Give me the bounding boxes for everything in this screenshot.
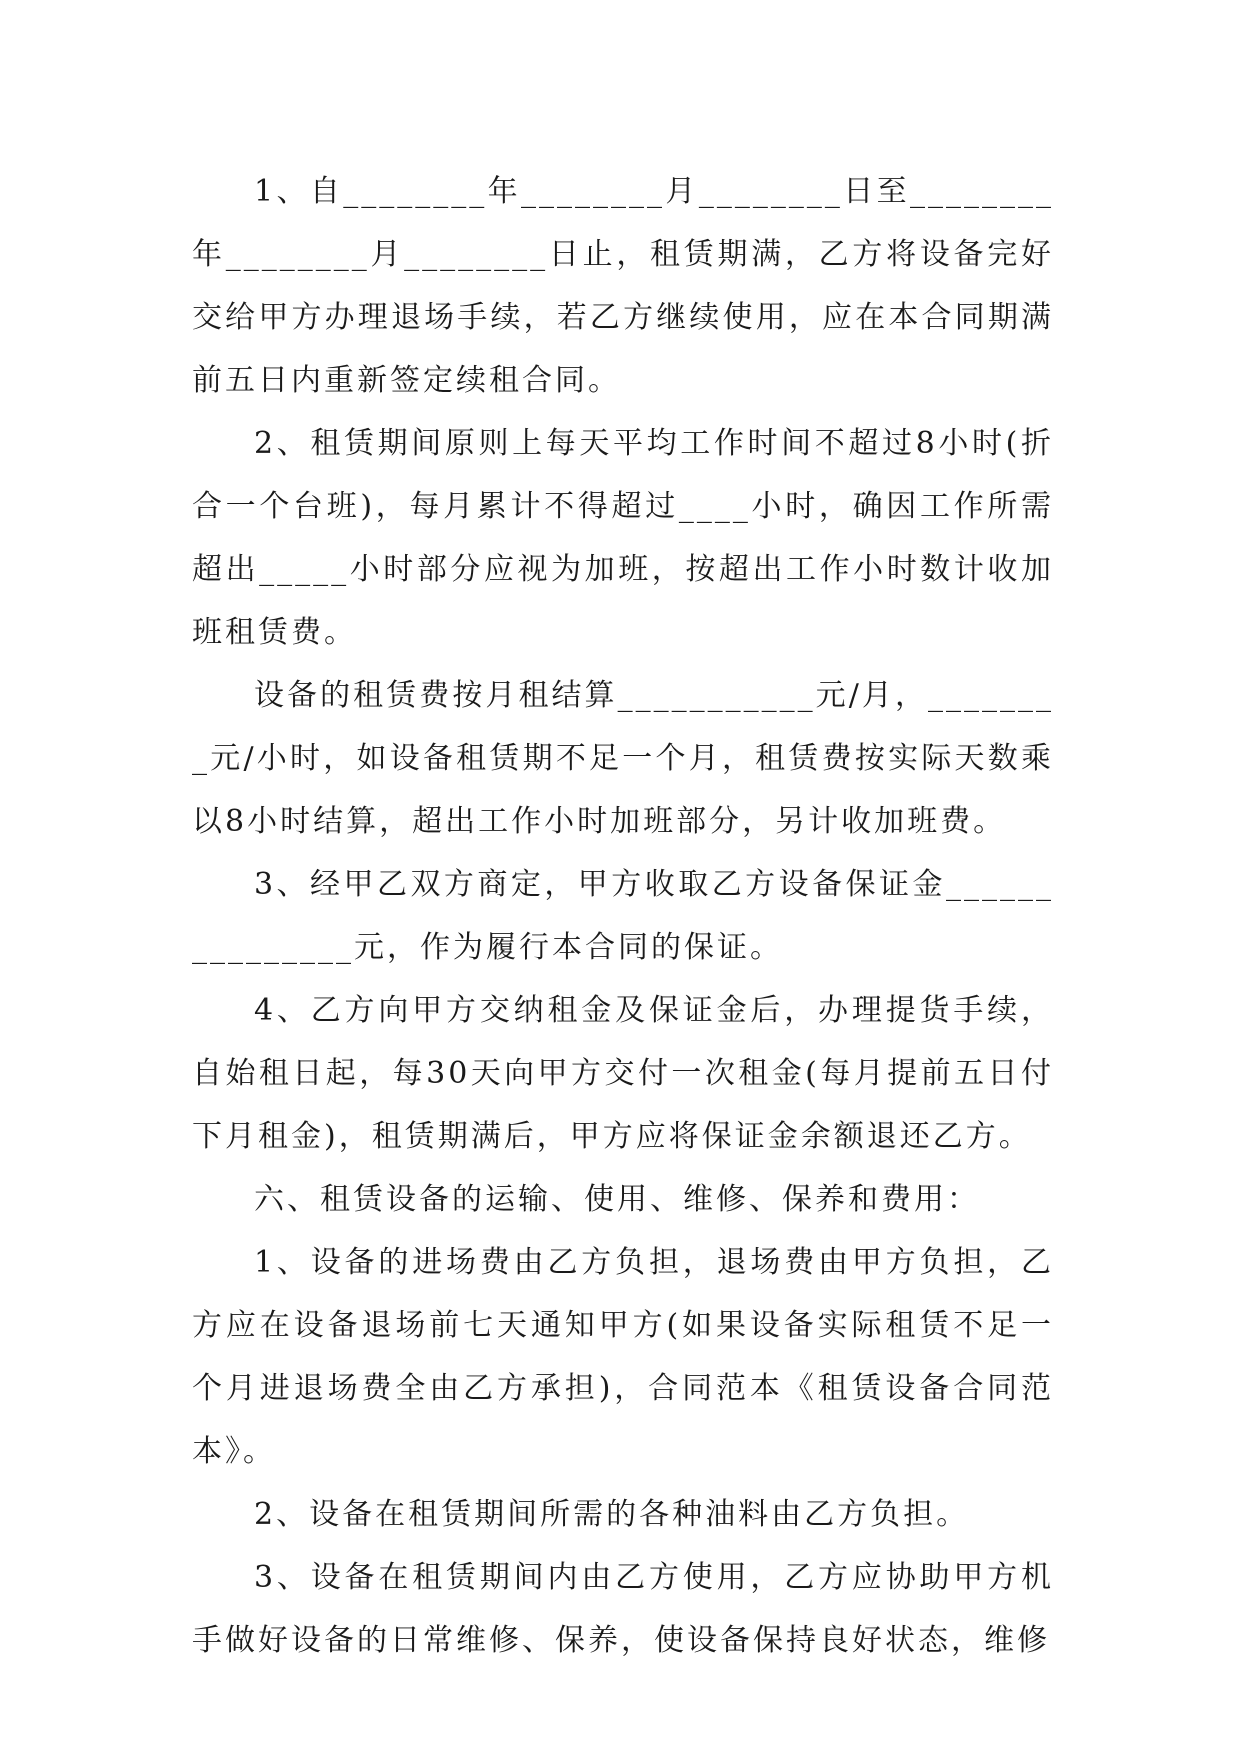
clause-entry-exit-fees: 1、设备的进场费由乙方负担，退场费由甲方负担，乙方应在设备退场前七天通知甲方(如果设备实际租赁不足一个月进退场费全由乙方承担)，合同范本《租赁设备合同范本》。 [192, 1245, 1054, 1469]
section-heading-transport-use-maintenance: 六、租赁设备的运输、使用、维修、保养和费用： [254, 1182, 980, 1217]
clause-deposit: 3、经甲乙双方商定，甲方收取乙方设备保证金_______________元，作为履行本合同的保证。 [192, 867, 1054, 965]
clause-fuel: 2、设备在租赁期间所需的各种油料由乙方负担。 [254, 1497, 970, 1532]
document-body [192, 160, 1054, 1672]
clause-maintenance: 3、设备在租赁期间内由乙方使用，乙方应协助甲方机手做好设备的日常维修、保养，使设备保持良好状态，维修 [192, 1560, 1054, 1658]
clause-working-hours: 2、租赁期间原则上每天平均工作时间不超过8小时(折合一个台班)，每月累计不得超过____小时，确因工作所需超出_____小时部分应视为加班，按超出工作小时数计收加班租赁费。 [192, 426, 1054, 650]
clause-rental-fee: 设备的租赁费按月租结算___________元/月，________元/小时，如设备租赁期不足一个月，租赁费按实际天数乘以8小时结算，超出工作小时加班部分，另计收加班费。 [192, 678, 1054, 839]
clause-lease-term: 1、自________年________月________日至________年________月________日止，租赁期满，乙方将设备完好交给甲方办理退场手续，若乙方继续使用，应在本合同期满前五日内重新签定续租合同。 [192, 174, 1054, 398]
clause-payment: 4、乙方向甲方交纳租金及保证金后，办理提货手续，自始租日起，每30天向甲方交付一次租金(每月提前五日付下月租金)，租赁期满后，甲方应将保证金余额退还乙方。 [192, 993, 1054, 1154]
